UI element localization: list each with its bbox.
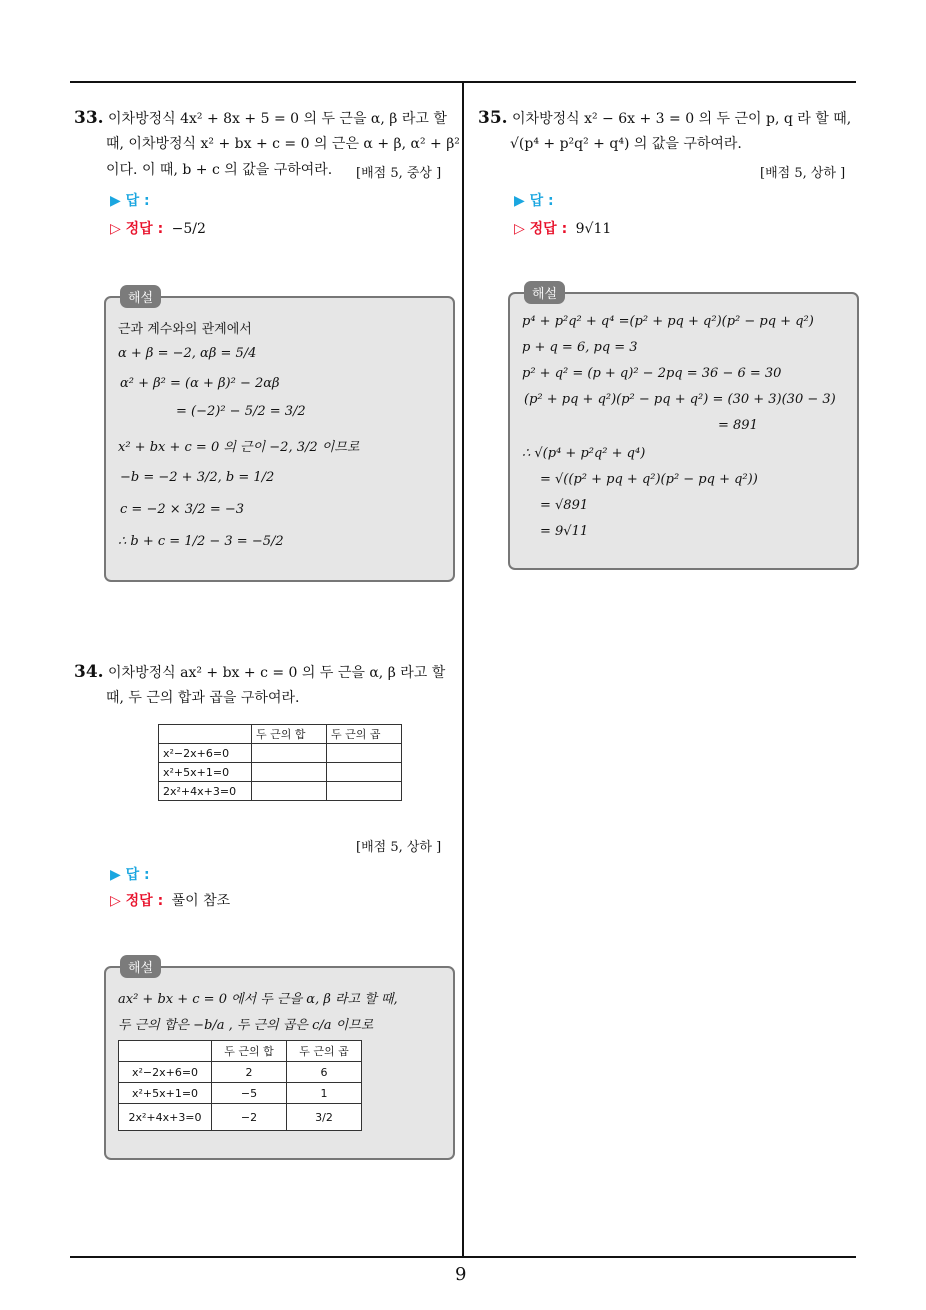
q34-sol-cell: 2x²+4x+3=0: [119, 1104, 212, 1131]
q33-correct-value: −5/2: [171, 221, 206, 237]
q33-tag: [배점 5, 중상 ]: [356, 166, 442, 181]
q33-number: 33.: [74, 108, 104, 128]
q33-correct-label: ▷ 정답 :: [110, 221, 164, 237]
q34-sol-table-header: [119, 1041, 212, 1062]
q35-sol-line: p⁴ + p²q² + q⁴ =(p² + pq + q²)(p² − pq + q²): [522, 314, 814, 329]
q35-answer-label: ▶ 답 :: [514, 193, 554, 209]
q34-line1: 이차방정식 ax² + bx + c = 0 의 두 근을 α, β 라고 할: [108, 665, 446, 681]
q33-correct: [110, 218, 206, 238]
q34-sol-cell: 6: [287, 1062, 362, 1083]
q35-sol-line: = √((p² + pq + q²)(p² − pq + q²)): [540, 472, 758, 487]
q34-cell-product[interactable]: [327, 744, 402, 763]
q33-sol-line: c = −2 × 3/2 = −3: [120, 502, 245, 517]
q35-sol-line: = 891: [718, 418, 758, 433]
q33-sol-line: = (−2)² − 5/2 = 3/2: [176, 404, 306, 419]
q33-sol-line: ∴ b + c = 1/2 − 3 = −5/2: [118, 534, 284, 549]
q34-row-label: x²−2x+6=0: [159, 744, 252, 763]
q34-sol-cell: 3/2: [287, 1104, 362, 1131]
q35-sol-line: p + q = 6, pq = 3: [522, 340, 638, 355]
q35-tag: [배점 5, 상하 ]: [760, 166, 846, 181]
q34-correct: [110, 890, 230, 910]
q33-sol-line: α + β = −2, αβ = 5/4: [118, 346, 257, 361]
table-row: [159, 763, 402, 782]
q33-sol-line: α² + β² = (α + β)² − 2αβ: [120, 376, 280, 391]
q34-cell-sum[interactable]: [252, 763, 327, 782]
q34-sol-table-header: 두 근의 합: [212, 1041, 287, 1062]
q34-solution-table: [118, 1040, 362, 1131]
q34-sol-cell: x²+5x+1=0: [119, 1083, 212, 1104]
q34-sol-table-header: 두 근의 곱: [287, 1041, 362, 1062]
q34-cell-sum[interactable]: [252, 744, 327, 763]
q35-sol-line: ∴ √(p⁴ + p²q² + q⁴): [522, 446, 646, 461]
q34-text: [74, 660, 459, 685]
q34-table-header: 두 근의 합: [252, 725, 327, 744]
q35-number: 35.: [478, 108, 508, 128]
q33-solution-title: 해설: [120, 285, 161, 308]
table-row: [159, 744, 402, 763]
q34-answer-label: ▶ 답 :: [110, 867, 150, 883]
q34-table-header: [159, 725, 252, 744]
q34-table: [158, 724, 402, 801]
q34-number: 34.: [74, 662, 104, 682]
q35-line1: 이차방정식 x² − 6x + 3 = 0 의 두 근이 p, q 라 할 때,: [512, 111, 852, 127]
q34-cell-product[interactable]: [327, 763, 402, 782]
table-row: [119, 1062, 362, 1083]
q33-text: [74, 106, 459, 131]
table-row: [119, 1104, 362, 1131]
q34-correct-value: 풀이 참조: [171, 893, 231, 909]
q33-line1: 이차방정식 4x² + 8x + 5 = 0 의 두 근을 α, β 라고 할: [108, 111, 447, 127]
q35-text: [478, 106, 863, 131]
q35-line2: √(p⁴ + p²q² + q⁴) 의 값을 구하여라.: [510, 136, 742, 152]
q34-correct-label: ▷ 정답 :: [110, 893, 164, 909]
q34-line2: 때, 두 근의 합과 곱을 구하여라.: [106, 690, 300, 706]
q35-correct: [514, 218, 611, 238]
q34-sol-cell: 1: [287, 1083, 362, 1104]
q35-sol-line: = 9√11: [540, 524, 589, 539]
q34-sol-line: ax² + bx + c = 0 에서 두 근을 α, β 라고 할 때,: [118, 992, 398, 1007]
q33-line2: 때, 이차방정식 x² + bx + c = 0 의 근은 α + β, α² + β²: [106, 136, 460, 152]
q35-sol-line: (p² + pq + q²)(p² − pq + q²) = (30 + 3)(30 − 3): [524, 392, 836, 407]
q35-correct-label: ▷ 정답 :: [514, 221, 568, 237]
q34-sol-line: 두 근의 합은 −b/a , 두 근의 곱은 c/a 이므로: [118, 1018, 374, 1033]
q33-sol-line: 근과 계수와의 관계에서: [118, 322, 252, 337]
table-row: [159, 782, 402, 801]
table-row: [119, 1083, 362, 1104]
q34-row-label: 2x²+4x+3=0: [159, 782, 252, 801]
q35-correct-value: 9√11: [575, 221, 612, 237]
page-number: 9: [455, 1264, 467, 1285]
q34-sol-cell: −5: [212, 1083, 287, 1104]
q34-sol-cell: 2: [212, 1062, 287, 1083]
q34-row-label: x²+5x+1=0: [159, 763, 252, 782]
q34-cell-product[interactable]: [327, 782, 402, 801]
q33-line3: 이다. 이 때, b + c 의 값을 구하여라.: [106, 162, 333, 178]
bottom-rule: [70, 1256, 856, 1258]
q34-cell-sum[interactable]: [252, 782, 327, 801]
q35-sol-line: = √891: [540, 498, 589, 513]
q34-tag: [배점 5, 상하 ]: [356, 840, 442, 855]
q33-sol-line: −b = −2 + 3/2, b = 1/2: [120, 470, 275, 485]
q34-table-header: 두 근의 곱: [327, 725, 402, 744]
column-divider: [462, 83, 464, 1258]
q35-sol-line: p² + q² = (p + q)² − 2pq = 36 − 6 = 30: [522, 366, 782, 381]
q34-solution-title: 해설: [120, 955, 161, 978]
q33-answer-label: ▶ 답 :: [110, 193, 150, 209]
q33-sol-line: x² + bx + c = 0 의 근이 −2, 3/2 이므로: [118, 440, 360, 455]
q34-sol-cell: −2: [212, 1104, 287, 1131]
q34-sol-cell: x²−2x+6=0: [119, 1062, 212, 1083]
q35-solution-title: 해설: [524, 281, 565, 304]
